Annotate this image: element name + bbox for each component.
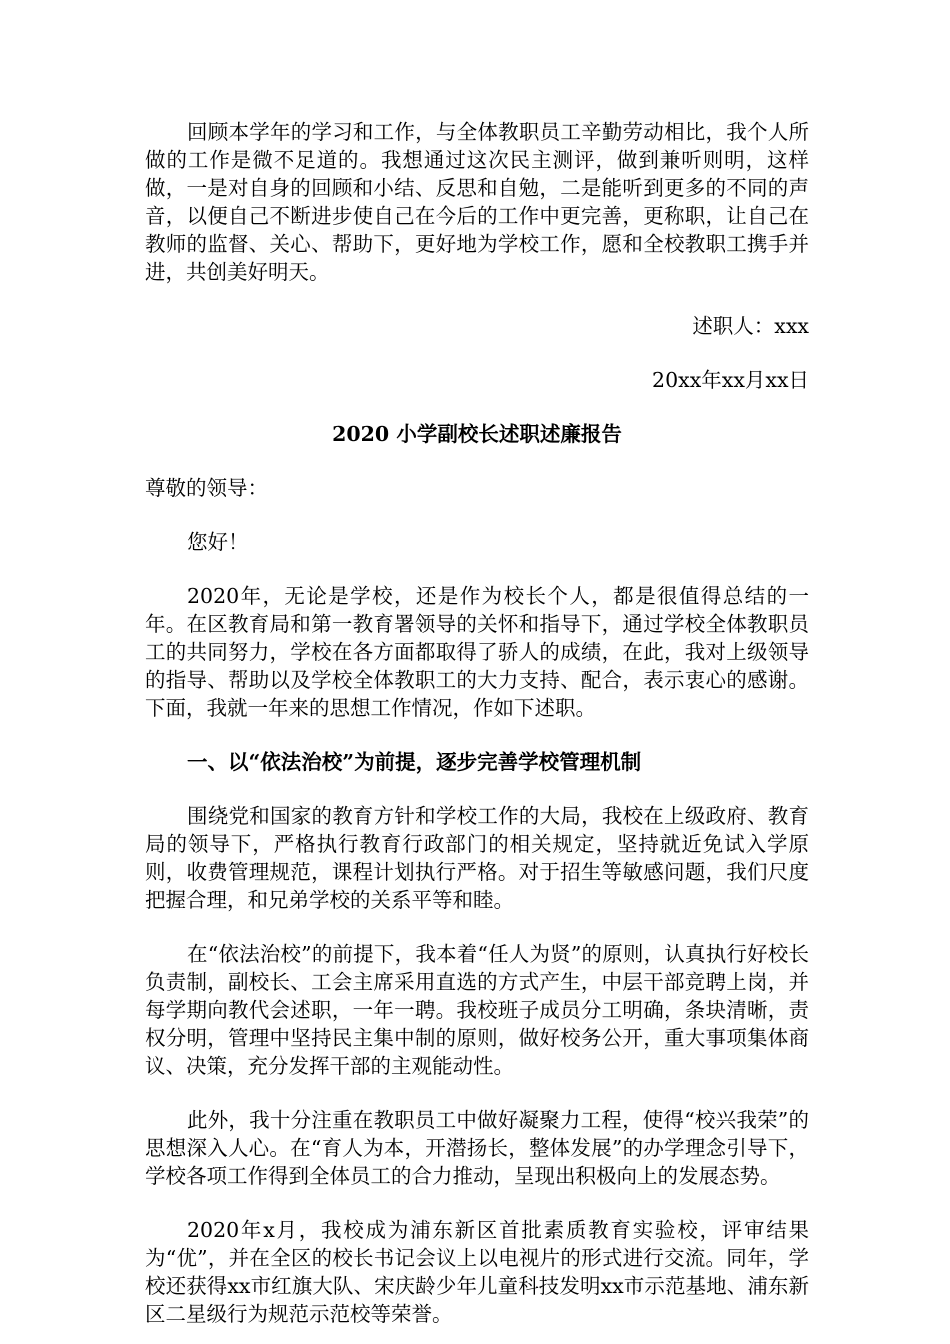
- section-heading: 一、以“依法治校”为前提，逐步完善学校管理机制: [187, 750, 642, 774]
- closing-paragraph: 回顾本学年的学习和工作，与全体教职员工辛勤劳动相比，我个人所做的工作是微不足道的。我想通过这次民主测评，做到兼听则明，这样做，一是对自身的回顾和小结、反思和自勉，二是能听到更多的不同的声音，以便自己不断进步使自己在今后的工作中更完善，更称职，让自己在教师的监督、关心、帮助下，更好地为学校工作，愿和全校教职工携手并进，共创美好明天。: [145, 120, 809, 284]
- body-paragraph-4: 2020年x月，我校成为浦东新区首批素质教育实验校，评审结果为“优”，并在全区的校长书记会议上以电视片的形式进行交流。同年，学校还获得xx市红旗大队、宋庆龄少年儿童科技发明xx市示范基地、浦东新区二星级行为规范示范校等荣誉。: [145, 1218, 809, 1326]
- body-paragraph-1: 围绕党和国家的教育方针和学校工作的大局，我校在上级政府、教育局的领导下，严格执行教育行政部门的相关规定，坚持就近免试入学原则，收费管理规范，课程计划执行严格。对于招生等敏感问题，我们尺度把握合理，和兄弟学校的关系平等和睦。: [145, 804, 809, 912]
- intro-paragraph: 2020年，无论是学校，还是作为校长个人，都是很值得总结的一年。在区教育局和第一教育署领导的关怀和指导下，通过学校全体教职员工的共同努力，学校在各方面都取得了骄人的成绩，在此，我对上级领导的指导、帮助以及学校全体教职工的大力支持、配合，表示衷心的感谢。下面，我就一年来的思想工作情况，作如下述职。: [145, 584, 809, 720]
- body-paragraph-2: 在“依法治校”的前提下，我本着“任人为贤”的原则，认真执行好校长负责制，副校长、工会主席采用直选的方式产生，中层干部竞聘上岗，并每学期向教代会述职，一年一聘。我校班子成员分工明确，条块清晰，责权分明，管理中坚持民主集中制的原则，做好校务公开，重大事项集体商议、决策，充分发挥干部的主观能动性。: [145, 942, 809, 1078]
- report-title: 2020 小学副校长述职述廉报告: [332, 422, 622, 446]
- greeting: 您好！: [187, 530, 249, 554]
- body-paragraph-3: 此外，我十分注重在教职员工中做好凝聚力工程，使得“校兴我荣”的思想深入人心。在“育人为本，开潜扬长，整体发展”的办学理念引导下，学校各项工作得到全体员工的合力推动，呈现出积极向上的发展态势。: [145, 1108, 809, 1188]
- report-date: 20xx年xx月xx日: [652, 368, 809, 392]
- signature: 述职人：xxx: [692, 314, 809, 338]
- salutation: 尊敬的领导：: [145, 476, 268, 500]
- document-page: [145, 118, 809, 1328]
